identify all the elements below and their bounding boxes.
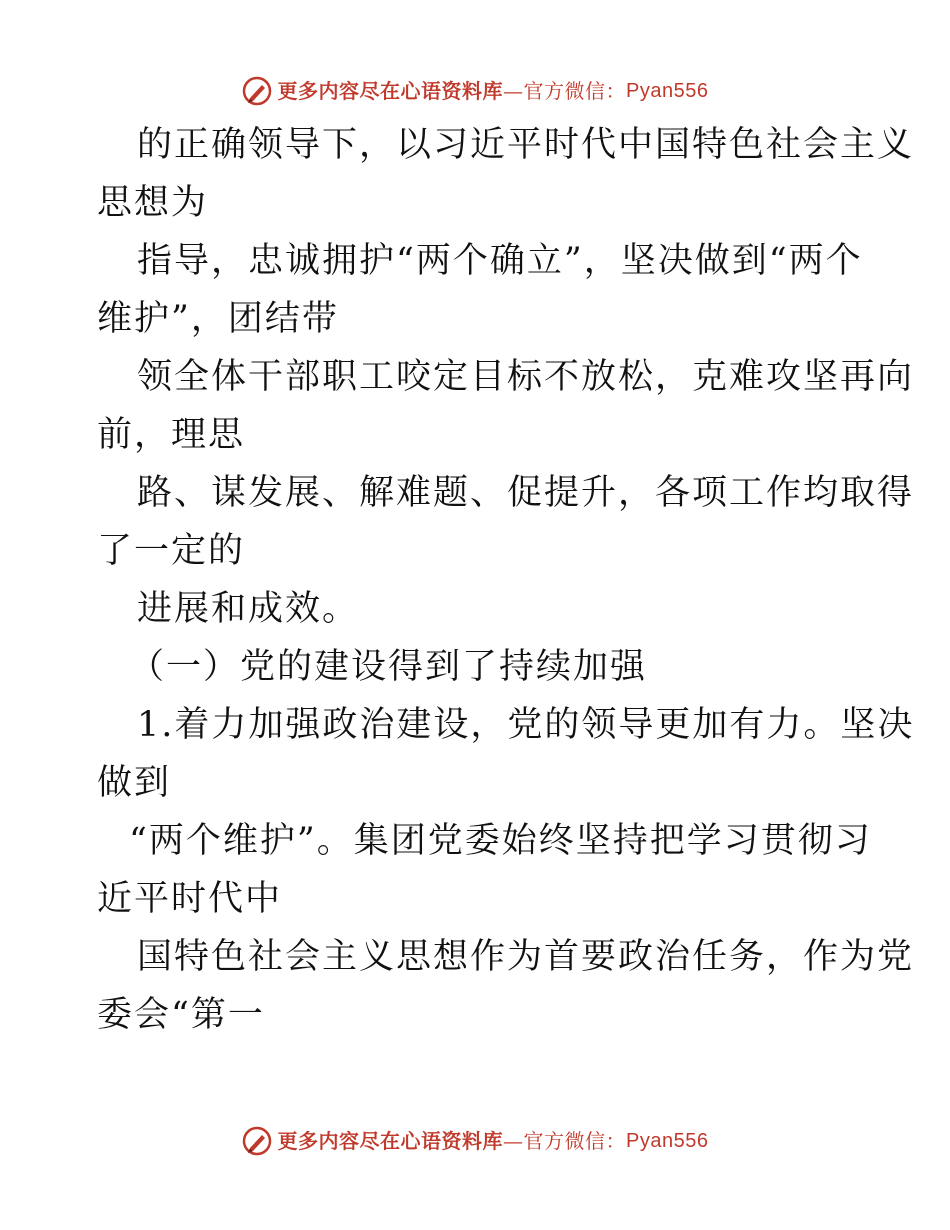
- text-line: 领全体干部职工咬定目标不放松，克难攻坚再向: [137, 357, 915, 397]
- text-line: 国特色社会主义思想作为首要政治任务，作为党: [137, 937, 915, 977]
- text-line: 做到: [97, 763, 172, 803]
- footer-watermark: [0, 1126, 950, 1156]
- text-line: 前，理思: [97, 415, 246, 455]
- watermark-main-text: 更多内容尽在心语资料库: [277, 1129, 504, 1153]
- watermark-separator: —: [503, 1129, 524, 1153]
- text-line: 进展和成效。: [137, 589, 360, 629]
- text-line: 了一定的: [97, 531, 246, 571]
- section-heading: （一）党的建设得到了持续加强: [129, 647, 648, 687]
- text-line: 委会“第一: [97, 995, 265, 1035]
- text-line: 近平时代中: [97, 879, 283, 919]
- pen-logo-icon: [242, 76, 272, 106]
- text-line: “两个维护”。集团党委始终坚持把学习贯彻习: [129, 821, 872, 861]
- text-line: 的正确领导下，以习近平时代中国特色社会主义: [137, 125, 915, 165]
- watermark-wechat-label: 官方微信：: [523, 1129, 627, 1153]
- text-line: 指导，忠诚拥护“两个确立”，坚决做到“两个: [137, 241, 863, 281]
- watermark-main-text: 更多内容尽在心语资料库: [277, 79, 504, 103]
- text-line: 路、谋发展、解难题、促提升，各项工作均取得: [137, 473, 915, 513]
- header-watermark: [0, 76, 950, 106]
- document-body: [97, 116, 915, 1044]
- watermark-wechat-id: Pyan556: [626, 80, 709, 102]
- watermark-separator: —: [503, 79, 524, 103]
- text-line: 维护”，团结带: [97, 299, 339, 339]
- watermark-wechat-label: 官方微信：: [523, 79, 627, 103]
- text-line: 思想为: [97, 183, 209, 223]
- watermark-wechat-id: Pyan556: [626, 1130, 709, 1152]
- text-line: 1.着力加强政治建设，党的领导更加有力。坚决: [137, 705, 915, 745]
- pen-logo-icon: [242, 1126, 272, 1156]
